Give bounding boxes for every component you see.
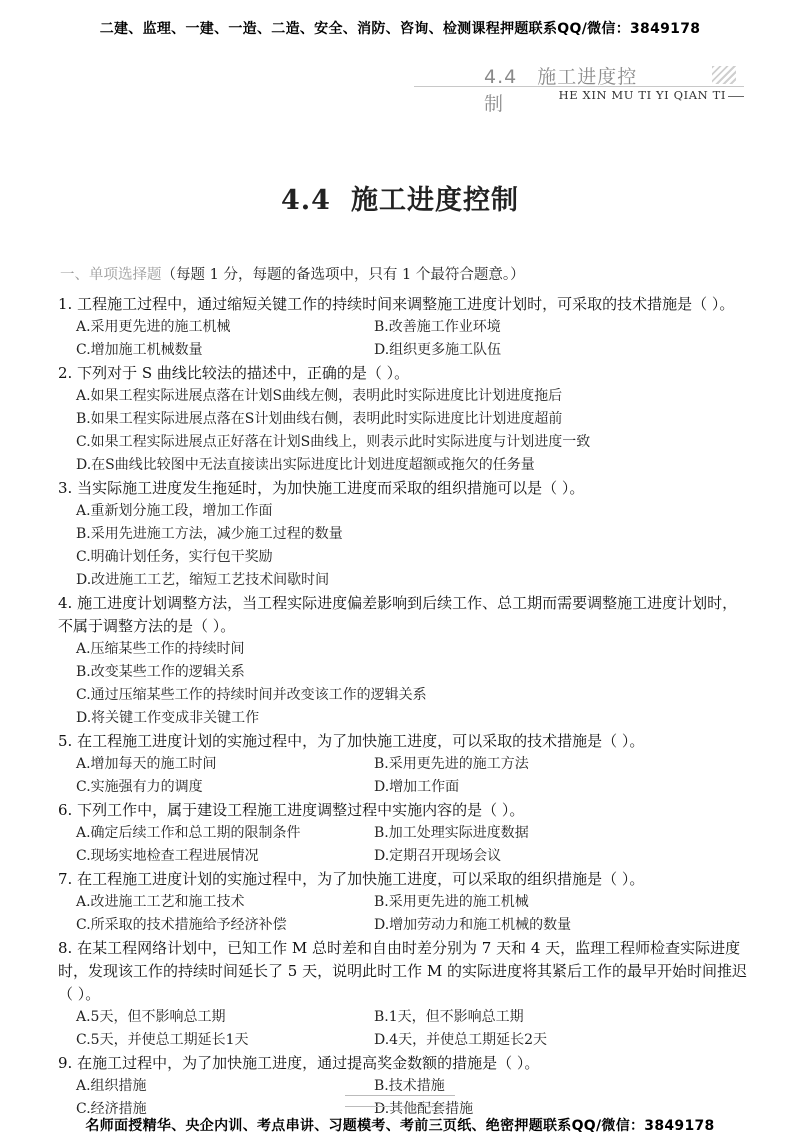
option-c: C.现场实地检查工程进展情况: [76, 848, 259, 864]
option-b: B.改变某些工作的逻辑关系: [76, 664, 245, 680]
section-heading: [60, 263, 525, 284]
bottom-contact-banner: 名师面授精华、央企内训、考点串讲、习题模考、考前三页纸、绝密押题联系QQ/微信：3849178: [85, 1118, 715, 1134]
chapter-number: 4.4: [281, 185, 331, 216]
page-number-mark: [345, 1095, 455, 1107]
question-stem: 7. 在工程施工进度计划的实施过程中，为了加快施工进度，可以采取的组织措施是（ ）。: [58, 870, 645, 888]
option-c: C.明确计划任务，实行包干奖励: [76, 549, 273, 565]
question-3: [58, 477, 748, 592]
option-d: D.4天，并使总工期延长2天: [374, 1032, 547, 1048]
option-a: A.增加每天的施工时间: [76, 756, 217, 772]
option-list: [58, 753, 748, 799]
option-b: B.1天，但不影响总工期: [374, 1009, 524, 1025]
option-d: D.在S曲线比较图中无法直接读出实际进度比计划进度超额或拖欠的任务量: [76, 457, 535, 473]
option-a: A.改进施工工艺和施工技术: [76, 894, 245, 910]
option-b: B.如果工程实际进展点落在S计划曲线右侧，表明此时实际进度比计划进度超前: [76, 411, 563, 427]
option-c: C.如果工程实际进展点正好落在计划S曲线上，则表示此时实际进度与计划进度一致: [76, 434, 591, 450]
option-c: C.通过压缩某些工作的持续时间并改变该工作的逻辑关系: [76, 687, 427, 703]
option-b: B.采用更先进的施工方法: [374, 756, 529, 772]
section-prefix: 一、单项选择题: [60, 267, 162, 283]
option-c: C.实施强有力的调度: [76, 779, 203, 795]
question-6: [58, 799, 748, 868]
running-head-rule: [414, 86, 744, 87]
option-d: D.其他配套措施: [374, 1101, 474, 1117]
question-9: [58, 1052, 748, 1121]
running-head-stripes: [712, 66, 736, 84]
question-stem: 8. 在某工程网络计划中，已知工作 M 总时差和自由时差分别为 7 天和 4 天，监理工程师检查实际进度时，发现该工作的持续时间延长了 5 天，说明此时工作 M 的实际进度将其紧后工作的最早开始时间推迟（ ）。: [58, 939, 747, 1003]
option-a: A.重新划分施工段，增加工作面: [76, 503, 273, 519]
running-head: [484, 60, 744, 115]
option-b: B.采用先进施工方法，减少施工过程的数量: [76, 526, 343, 542]
option-list: [58, 822, 748, 868]
option-b: B.采用更先进的施工机械: [374, 894, 529, 910]
question-stem: 4. 施工进度计划调整方法，当工程实际进度偏差影响到后续工作、总工期而需要调整施工进度计划时，不属于调整方法的是（ ）。: [58, 594, 738, 635]
option-d: D.增加劳动力和施工机械的数量: [374, 917, 572, 933]
option-a: A.组织措施: [76, 1078, 147, 1094]
option-c: C.所采取的技术措施给予经济补偿: [76, 917, 287, 933]
option-list: [58, 891, 748, 937]
question-5: [58, 730, 748, 799]
option-c: C.5天，并使总工期延长1天: [76, 1032, 249, 1048]
running-head-subtitle: HE XIN MU TI YI QIAN TI: [558, 88, 726, 102]
question-7: [58, 868, 748, 937]
running-head-dash: [728, 96, 744, 97]
chapter-name: 施工进度控制: [350, 185, 519, 216]
option-d: D.组织更多施工队伍: [374, 342, 502, 358]
section-note: （每题 1 分，每题的备选项中，只有 1 个最符合题意。）: [161, 267, 525, 283]
question-stem: 6. 下列工作中，属于建设工程施工进度调整过程中实施内容的是（ ）。: [58, 801, 525, 819]
option-b: B.技术措施: [374, 1078, 445, 1094]
option-a: A.5天，但不影响总工期: [76, 1009, 226, 1025]
question-stem: 1. 工程施工过程中，通过缩短关键工作的持续时间来调整施工进度计划时，可采取的技术措施是（ ）。: [58, 295, 735, 313]
running-head-title: 4.4 施工进度控制: [484, 66, 638, 115]
question-1: [58, 293, 748, 362]
option-list: [58, 1006, 748, 1052]
chapter-title: [0, 178, 800, 217]
option-a: A.压缩某些工作的持续时间: [76, 641, 245, 657]
question-stem: 9. 在施工过程中，为了加快施工进度，通过提高奖金数额的措施是（ ）。: [58, 1054, 540, 1072]
question-stem: 3. 当实际施工进度发生拖延时，为加快施工进度而采取的组织措施可以是（ ）。: [58, 479, 585, 497]
option-list: [58, 385, 748, 477]
question-list: [58, 293, 748, 1121]
option-d: D.改进施工工艺，缩短工艺技术间歇时间: [76, 572, 330, 588]
option-d: D.定期召开现场会议: [374, 848, 502, 864]
question-8: [58, 937, 748, 1052]
question-stem: 2. 下列对于 S 曲线比较法的描述中，正确的是（ ）。: [58, 364, 410, 382]
option-c: C.增加施工机械数量: [76, 342, 203, 358]
option-c: C.经济措施: [76, 1101, 147, 1117]
question-2: [58, 362, 748, 477]
option-a: A.如果工程实际进展点落在计划S曲线左侧，表明此时实际进度比计划进度拖后: [76, 388, 563, 404]
top-contact-banner: 二建、监理、一建、一造、二造、安全、消防、咨询、检测课程押题联系QQ/微信：3849178: [99, 21, 701, 37]
option-b: B.改善施工作业环境: [374, 319, 501, 335]
option-d: D.将关键工作变成非关键工作: [76, 710, 260, 726]
question-4: [58, 592, 748, 730]
option-a: A.确定后续工作和总工期的限制条件: [76, 825, 301, 841]
option-a: A.采用更先进的施工机械: [76, 319, 231, 335]
question-stem: 5. 在工程施工进度计划的实施过程中，为了加快施工进度，可以采取的技术措施是（ ）。: [58, 732, 645, 750]
option-d: D.增加工作面: [374, 779, 460, 795]
option-list: [58, 316, 748, 362]
option-list: [58, 638, 748, 730]
option-b: B.加工处理实际进度数据: [374, 825, 529, 841]
option-list: [58, 500, 748, 592]
